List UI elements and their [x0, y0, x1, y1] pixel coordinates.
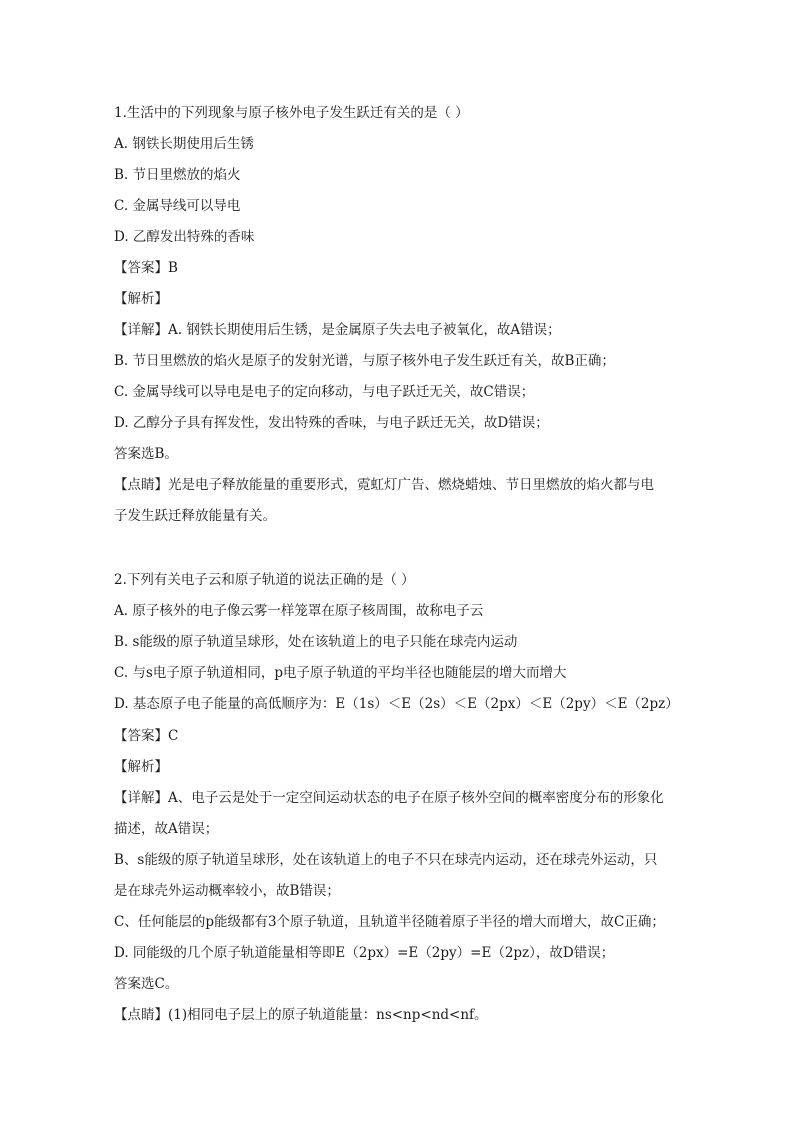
- question-1-detail-3: C. 金属导线可以导电是电子的定向移动，与电子跃迁无关，故C错误；: [114, 384, 535, 400]
- question-2-answer: 【答案】C: [114, 728, 179, 744]
- question-2-comment-line-1: 【点睛】(1)相同电子层上的原子轨道能量：ns<np<nd<nf。: [114, 1007, 488, 1023]
- question-1-stem: 1.生活中的下列现象与原子核外电子发生跃迁有关的是（ ）: [114, 105, 469, 121]
- question-1-detail-2: B. 节日里燃放的焰火是原子的发射光谱，与原子核外电子发生跃迁有关，故B正确；: [114, 353, 615, 369]
- question-2-detail-4: 是在球壳外运动概率较小，故B错误；: [114, 883, 340, 899]
- question-1-option-a: A. 钢铁长期使用后生锈: [114, 136, 254, 152]
- question-2-detail-6: D. 同能级的几个原子轨道能量相等即E（2px）=E（2py）=E（2pz），故D错误；: [114, 945, 615, 961]
- question-1-answer: 【答案】B: [114, 260, 178, 276]
- question-2-option-b: B. s能级的原子轨道呈球形，处在该轨道上的电子只能在球壳内运动: [114, 634, 518, 650]
- question-1-detail-4: D. 乙醇分子具有挥发性，发出特殊的香味，与电子跃迁无关，故D错误；: [114, 415, 549, 431]
- question-2-detail-5: C、任何能层的p能级都有3个原子轨道，且轨道半径随着原子半径的增大而增大，故C正确；: [114, 914, 665, 930]
- question-1-comment-line-2: 子发生跃迁释放能量有关。: [114, 508, 276, 524]
- question-2-detail-3: B、s能级的原子轨道呈球形，处在该轨道上的电子不只在球壳内运动，还在球壳外运动，只: [114, 852, 658, 868]
- question-1-option-d: D. 乙醇发出特殊的香味: [114, 229, 255, 245]
- question-1-comment-line-1: 【点睛】光是电子释放能量的重要形式，霓虹灯广告、燃烧蜡烛、节日里燃放的焰火都与电: [114, 477, 654, 493]
- question-1-analysis-label: 【解析】: [114, 291, 168, 307]
- question-2-detail-2: 描述，故A错误；: [114, 821, 219, 837]
- question-1-conclusion: 答案选B。: [114, 446, 178, 462]
- question-2-option-a: A. 原子核外的电子像云雾一样笼罩在原子核周围，故称电子云: [114, 603, 484, 619]
- question-1-option-c: C. 金属导线可以导电: [114, 198, 241, 214]
- question-2-analysis-label: 【解析】: [114, 759, 168, 775]
- question-1-detail-1: 【详解】A. 钢铁长期使用后生锈，是金属原子失去电子被氧化，故A错误；: [114, 322, 561, 338]
- question-2-option-c: C. 与s电子原子轨道相同，p电子原子轨道的平均半径也随能层的增大而增大: [114, 665, 567, 681]
- question-2-option-d: D. 基态原子电子能量的高低顺序为：E（1s）＜E（2s）＜E（2px）＜E（2py）＜E（2pz）: [114, 696, 679, 712]
- question-1-option-b: B. 节日里燃放的焰火: [114, 167, 241, 183]
- question-2-conclusion: 答案选C。: [114, 976, 179, 992]
- question-2-stem: 2.下列有关电子云和原子轨道的说法正确的是（ ）: [114, 572, 415, 588]
- question-2-detail-1: 【详解】A、电子云是处于一定空间运动状态的电子在原子核外空间的概率密度分布的形象化: [114, 790, 664, 806]
